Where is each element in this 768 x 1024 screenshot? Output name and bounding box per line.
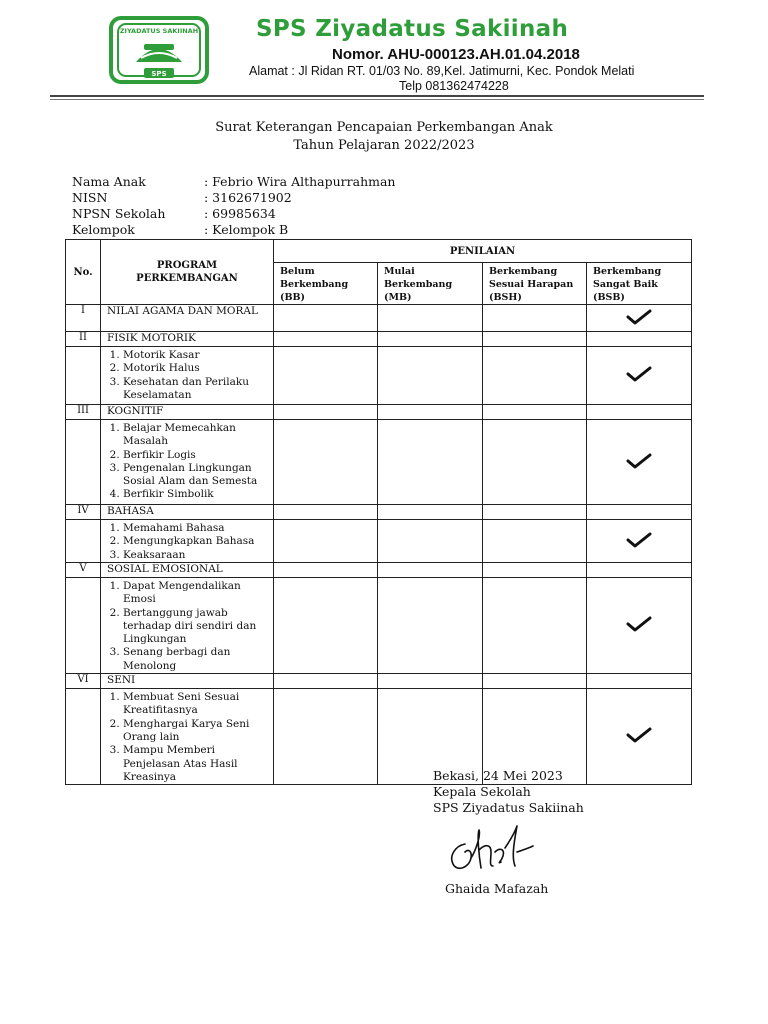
list-item: 4. Berfikir Simbolik — [123, 488, 273, 501]
section-number: VI — [66, 674, 101, 689]
signature-school: SPS Ziyadatus Sakiinah — [433, 800, 584, 815]
rating-bsb-cell — [587, 689, 692, 785]
list-item: 2. Bertanggung jawab terhadap diri sendiri dan Lingkungan — [123, 607, 273, 647]
section-header-row — [66, 674, 692, 689]
section-title: KOGNITIF — [101, 405, 274, 420]
section-number: I — [66, 305, 101, 332]
field-npsn — [72, 206, 276, 221]
school-registration-number: Nomor. AHU-000123.AH.01.04.2018 — [332, 46, 580, 63]
field-nisn — [72, 190, 292, 205]
section-header-row — [66, 405, 692, 420]
field-kelompok — [72, 222, 288, 237]
list-item: 3. Keaksaraan — [123, 549, 273, 562]
list-item: 1. Memahami Bahasa — [123, 522, 273, 535]
rating-bsb-cell — [587, 578, 692, 674]
signature-name: Ghaida Mafazah — [445, 881, 549, 896]
section-number: IV — [66, 505, 101, 520]
table-header-row — [66, 240, 692, 263]
list-item: 3. Mampu Memberi Penjelasan Atas Hasil Kreasinya — [123, 744, 273, 784]
section-title: BAHASA — [101, 505, 274, 520]
letterhead-divider-thin — [50, 99, 704, 100]
table-row — [66, 689, 692, 785]
section-title: NILAI AGAMA DAN MORAL — [101, 305, 274, 332]
checkmark-icon — [625, 726, 653, 744]
field-value: : 69985634 — [204, 206, 276, 221]
document-subtitle: Tahun Pelajaran 2022/2023 — [293, 138, 475, 153]
school-name: SPS Ziyadatus Sakiinah — [256, 16, 569, 42]
field-label: Kelompok — [72, 222, 135, 237]
rating-bsb-cell — [587, 520, 692, 563]
list-item: 1. Belajar Memecahkan Masalah — [123, 422, 273, 449]
col-header-program-label: PROGRAM PERKEMBANGAN — [136, 260, 238, 284]
list-item: 3. Senang berbagi dan Menolong — [123, 646, 273, 673]
list-item: 3. Pengenalan Lingkungan Sosial Alam dan Semesta — [123, 462, 273, 489]
field-label: NPSN Sekolah — [72, 206, 166, 221]
list-item: 3. Kesehatan dan Perilaku Keselamatan — [123, 376, 273, 403]
col-header-bsh: Berkembang Sesuai Harapan (BSH) — [483, 263, 587, 305]
list-item: 2. Motorik Halus — [123, 362, 273, 375]
rating-bsb-cell — [587, 347, 692, 405]
assessment-table — [65, 239, 692, 785]
list-item: 1. Dapat Mengendalikan Emosi — [123, 580, 273, 607]
school-logo — [108, 14, 210, 86]
list-item: 2. Menghargai Karya Seni Orang lain — [123, 718, 273, 745]
section-number: II — [66, 332, 101, 347]
section-items — [101, 347, 274, 405]
section-title: SENI — [101, 674, 274, 689]
section-number: III — [66, 405, 101, 420]
col-header-program — [101, 240, 274, 305]
school-address: Alamat : Jl Ridan RT. 01/03 No. 89,Kel. Jatimurni, Kec. Pondok Melati — [249, 64, 635, 78]
section-title: FISIK MOTORIK — [101, 332, 274, 347]
section-number: V — [66, 563, 101, 578]
field-value: : Febrio Wira Althapurrahman — [204, 174, 396, 189]
school-phone: Telp 081362474228 — [399, 79, 509, 93]
section-header-row — [66, 563, 692, 578]
field-label: Nama Anak — [72, 174, 146, 189]
section-title: SOSIAL EMOSIONAL — [101, 563, 274, 578]
field-nama-anak — [72, 174, 396, 189]
list-item: 2. Berfikir Logis — [123, 449, 273, 462]
list-item: 1. Motorik Kasar — [123, 349, 273, 362]
handwritten-signature — [445, 822, 537, 878]
section-header-row — [66, 332, 692, 347]
list-item: 1. Membuat Seni Sesuai Kreatifitasnya — [123, 691, 273, 718]
table-row — [66, 347, 692, 405]
logo-text-bottom: SPS — [151, 70, 167, 78]
col-header-mb: Mulai Berkembang (MB) — [378, 263, 483, 305]
checkmark-icon — [625, 308, 653, 326]
logo-text-top: ZIYADATUS SAKIINAH — [119, 27, 199, 35]
field-value: : Kelompok B — [204, 222, 289, 237]
letterhead-divider — [50, 95, 704, 97]
checkmark-icon — [625, 365, 653, 383]
section-items — [101, 689, 274, 785]
section-items — [101, 420, 274, 505]
table-row — [66, 520, 692, 563]
field-value: : 3162671902 — [204, 190, 292, 205]
field-label: NISN — [72, 190, 108, 205]
checkmark-icon — [625, 615, 653, 633]
checkmark-icon — [625, 452, 653, 470]
table-row — [66, 305, 692, 332]
signature-place-date: Bekasi, 24 Mei 2023 — [433, 768, 563, 783]
table-row — [66, 578, 692, 674]
table-row — [66, 420, 692, 505]
rating-bsb-cell — [587, 420, 692, 505]
checkmark-icon — [625, 531, 653, 549]
rating-bsb-cell — [587, 305, 692, 332]
signature-position: Kepala Sekolah — [433, 784, 531, 799]
col-header-bsb: Berkembang Sangat Baik (BSB) — [587, 263, 692, 305]
section-items — [101, 578, 274, 674]
list-item: 2. Mengungkapkan Bahasa — [123, 535, 273, 548]
col-header-bb: Belum Berkembang (BB) — [274, 263, 378, 305]
col-header-no: No. — [66, 240, 101, 305]
col-header-penilaian: PENILAIAN — [274, 240, 692, 263]
section-items — [101, 520, 274, 563]
document-title: Surat Keterangan Pencapaian Perkembangan Anak — [215, 120, 553, 135]
section-header-row — [66, 505, 692, 520]
